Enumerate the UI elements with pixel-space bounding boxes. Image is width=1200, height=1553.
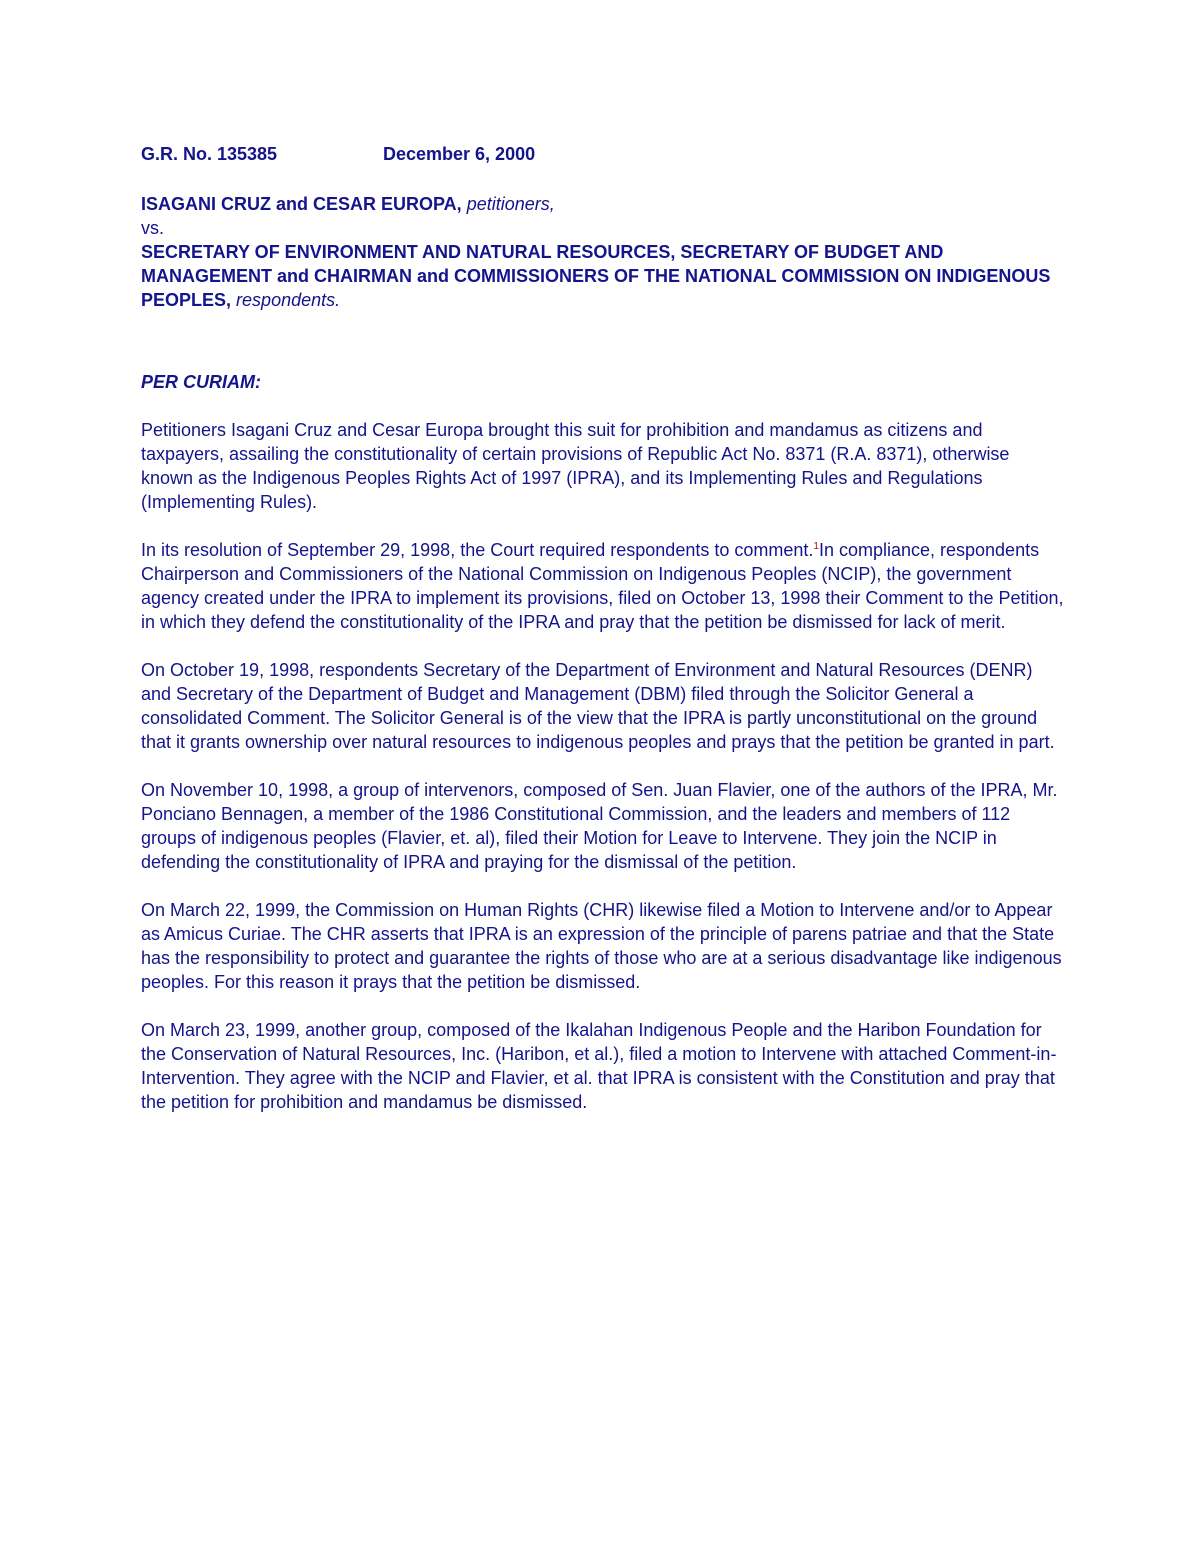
gr-number: G.R. No. 135385: [141, 144, 278, 164]
document-page: [141, 140, 1066, 1114]
paragraph-2-end: In compliance, respondents Chairperson and Commissioners of the National Commission on Indigenous Peoples (NCIP), the government agency created under the IPRA to implement its provisions, filed on October 13, 1998 their Comment to the Petition, in which they defend the constitutionality of the IPRA and pray that the petition be dismissed for lack of merit.: [141, 540, 1064, 632]
petitioners-names: ISAGANI CRUZ and CESAR EUROPA,: [141, 194, 462, 214]
case-parties: [141, 192, 1066, 312]
case-header: [141, 140, 1066, 168]
versus-label: vs.: [141, 218, 165, 238]
respondents-names: SECRETARY OF ENVIRONMENT AND NATURAL RESOURCES, SECRETARY OF BUDGET AND MANAGEMENT and CHAIRMAN and COMMISSIONERS OF THE NATIONAL COMMISSION ON INDIGENOUS PEOPLES,: [141, 242, 1051, 310]
paragraph-2-start: In its resolution of September 29, 1998, the Court required respondents to comment.: [141, 540, 814, 560]
paragraph-3: On October 19, 1998, respondents Secretary of the Department of Environment and Natural Resources (DENR) and Secretary of the Department of Budget and Management (DBM) filed through the Solicitor General a consolidated Comment. The Solicitor General is of the view that the IPRA is partly unconstitutional on the ground that it grants ownership over natural resources to indigenous peoples and prays that the petition be granted in part.: [141, 660, 1055, 752]
respondents-block: [141, 240, 1066, 312]
paragraph-1: Petitioners Isagani Cruz and Cesar Europa brought this suit for prohibition and mandamus as citizens and taxpayers, assailing the constitutionality of certain provisions of Republic Act No. 8371 (R.A. 8371), otherwise known as the Indigenous Peoples Rights Act of 1997 (IPRA), and its Implementing Rules and Regulations (Implementing Rules).: [141, 420, 1010, 512]
paragraph-5: On March 22, 1999, the Commission on Human Rights (CHR) likewise filed a Motion to Intervene and/or to Appear as Amicus Curiae. The CHR asserts that IPRA is an expression of the principle of parens patriae and that the State has the responsibility to protect and guarantee the rights of those who are at a serious disadvantage like indigenous peoples. For this reason it prays that the petition be dismissed.: [141, 900, 1062, 992]
paragraph-4: On November 10, 1998, a group of intervenors, composed of Sen. Juan Flavier, one of the authors of the IPRA, Mr. Ponciano Bennagen, a member of the 1986 Constitutional Commission, and the leaders and members of 112 groups of indigenous peoples (Flavier, et. al), filed their Motion for Leave to Intervene. They join the NCIP in defending the constitutionality of IPRA and praying for the dismissal of the petition.: [141, 780, 1058, 872]
respondents-label: respondents.: [236, 290, 341, 310]
paragraph-2: [141, 538, 1066, 634]
paragraph-6: On March 23, 1999, another group, composed of the Ikalahan Indigenous People and the Haribon Foundation for the Conservation of Natural Resources, Inc. (Haribon, et al.), filed a motion to Intervene with attached Comment-in-Intervention. They agree with the NCIP and Flavier, et al. that IPRA is consistent with the Constitution and pray that the petition for prohibition and mandamus be dismissed.: [141, 1020, 1057, 1112]
petitioners-label: petitioners,: [466, 194, 555, 214]
footnote-link[interactable]: 1: [813, 541, 819, 552]
petitioners-line: [141, 192, 1066, 216]
per-curiam-heading: PER CURIAM:: [141, 372, 261, 392]
decision-date: December 6, 2000: [383, 144, 536, 164]
